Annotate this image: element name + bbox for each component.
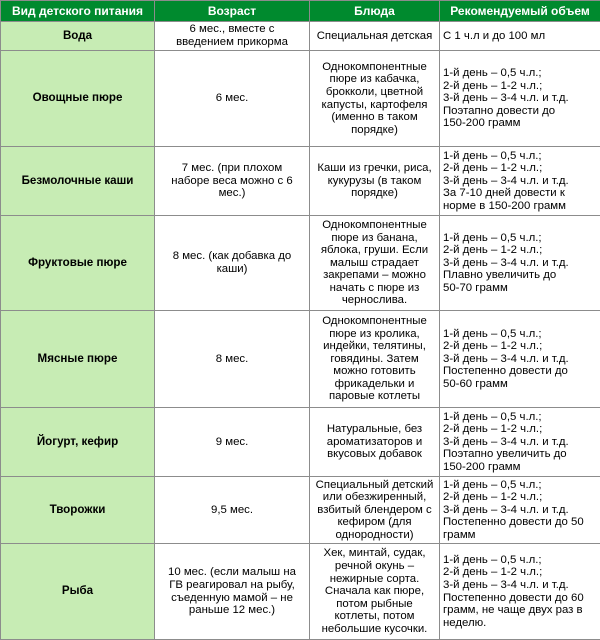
table-row [1, 51, 600, 147]
amount-cell [440, 477, 600, 544]
dishes-cell: Специальная детская [310, 22, 440, 51]
dishes-cell: Однокомпонентные пюре из банана, яблока, груши. Если малыш страдает закрепами – можно начать с пюре из чернослива. [310, 216, 440, 311]
food-type-cell: Творожки [1, 477, 155, 544]
table-row [1, 408, 600, 477]
amount-cell [440, 147, 600, 216]
age-cell: 8 мес. (как добавка до каши) [155, 216, 310, 311]
amount-line: 3-й день – 3-4 ч.л. и т.д. [443, 504, 597, 517]
food-type-cell: Рыба [1, 544, 155, 640]
amount-line: 2-й день – 1-2 ч.л.; [443, 80, 597, 93]
amount-line: Постепенно довести до [443, 365, 597, 378]
amount-line: 2-й день – 1-2 ч.л.; [443, 162, 597, 175]
food-type-cell: Вода [1, 22, 155, 51]
food-type-cell: Мясные пюре [1, 311, 155, 408]
amount-line: 3-й день – 3-4 ч.л. и т.д. [443, 436, 597, 449]
table-body [1, 22, 600, 640]
amount-line: 50-60 грамм [443, 378, 597, 391]
header-row [1, 1, 600, 22]
header-amount: Рекомендуемый объем [440, 1, 600, 22]
food-type-cell: Овощные пюре [1, 51, 155, 147]
amount-line: 150-200 грамм [443, 117, 597, 130]
age-cell: 6 мес., вместе с введением прикорма [155, 22, 310, 51]
table-row [1, 22, 600, 51]
food-type-cell: Йогурт, кефир [1, 408, 155, 477]
amount-line: 1-й день – 0,5 ч.л.; [443, 328, 597, 341]
amount-line: 2-й день – 1-2 ч.л.; [443, 244, 597, 257]
table-row [1, 311, 600, 408]
amount-cell [440, 544, 600, 640]
dishes-cell: Специальный детский или обезжиренный, взбитый блендером с кефиром (для однородности) [310, 477, 440, 544]
amount-line: 1-й день – 0,5 ч.л.; [443, 411, 597, 424]
amount-line: 2-й день – 1-2 ч.л.; [443, 566, 597, 579]
amount-line: 150-200 грамм [443, 461, 597, 474]
amount-cell [440, 22, 600, 51]
table-row [1, 477, 600, 544]
amount-line: грамм, не чаще двух раз в [443, 604, 597, 617]
age-cell: 10 мес. (если малыш на ГВ реагировал на рыбу, съеденную мамой – не раньше 12 мес.) [155, 544, 310, 640]
age-cell: 6 мес. [155, 51, 310, 147]
amount-line: неделю. [443, 617, 597, 630]
amount-line: За 7-10 дней довести к [443, 187, 597, 200]
age-cell: 8 мес. [155, 311, 310, 408]
amount-line: Поэтапно увеличить до [443, 448, 597, 461]
table-row [1, 147, 600, 216]
food-type-cell: Фруктовые пюре [1, 216, 155, 311]
age-cell: 9,5 мес. [155, 477, 310, 544]
amount-line: 2-й день – 1-2 ч.л.; [443, 423, 597, 436]
amount-line: 3-й день – 3-4 ч.л. и т.д. [443, 92, 597, 105]
amount-line: 3-й день – 3-4 ч.л. и т.д. [443, 579, 597, 592]
amount-line: Плавно увеличить до [443, 269, 597, 282]
amount-cell [440, 51, 600, 147]
header-dishes: Блюда [310, 1, 440, 22]
amount-line: 1-й день – 0,5 ч.л.; [443, 479, 597, 492]
amount-line: 1-й день – 0,5 ч.л.; [443, 554, 597, 567]
amount-line: 3-й день – 3-4 ч.л. и т.д. [443, 175, 597, 188]
amount-line: 3-й день – 3-4 ч.л. и т.д. [443, 353, 597, 366]
amount-line: 3-й день – 3-4 ч.л. и т.д. [443, 257, 597, 270]
amount-line: грамм [443, 529, 597, 542]
table-row [1, 216, 600, 311]
amount-line: Поэтапно довести до [443, 105, 597, 118]
table-row [1, 544, 600, 640]
header-type: Вид детского питания [1, 1, 155, 22]
amount-line: 1-й день – 0,5 ч.л.; [443, 232, 597, 245]
dishes-cell: Однокомпонентные пюре из кабачка, брокколи, цветной капусты, картофеля (именно в таком порядке) [310, 51, 440, 147]
amount-cell [440, 408, 600, 477]
amount-line: 1-й день – 0,5 ч.л.; [443, 150, 597, 163]
amount-line: 2-й день – 1-2 ч.л.; [443, 340, 597, 353]
age-cell: 7 мес. (при плохом наборе веса можно с 6 мес.) [155, 147, 310, 216]
amount-line: 50-70 грамм [443, 282, 597, 295]
dishes-cell: Натуральные, без ароматизаторов и вкусовых добавок [310, 408, 440, 477]
amount-cell [440, 311, 600, 408]
amount-line: Постепенно довести до 60 [443, 592, 597, 605]
header-age: Возраст [155, 1, 310, 22]
amount-line: 1-й день – 0,5 ч.л.; [443, 67, 597, 80]
amount-line: норме в 150-200 грамм [443, 200, 597, 213]
amount-line: 2-й день – 1-2 ч.л.; [443, 491, 597, 504]
age-cell: 9 мес. [155, 408, 310, 477]
amount-cell [440, 216, 600, 311]
dishes-cell: Каши из гречки, риса, кукурузы (в таком порядке) [310, 147, 440, 216]
dishes-cell: Хек, минтай, судак, речной окунь – нежирные сорта. Сначала как пюре, потом рыбные котлеты, потом небольшие кусочки. [310, 544, 440, 640]
amount-line: С 1 ч.л и до 100 мл [443, 30, 597, 43]
dishes-cell: Однокомпонентные пюре из кролика, индейки, телятины, говядины. Затем можно готовить фрикадельки и паровые котлеты [310, 311, 440, 408]
food-type-cell: Безмолочные каши [1, 147, 155, 216]
amount-line: Постепенно довести до 50 [443, 516, 597, 529]
